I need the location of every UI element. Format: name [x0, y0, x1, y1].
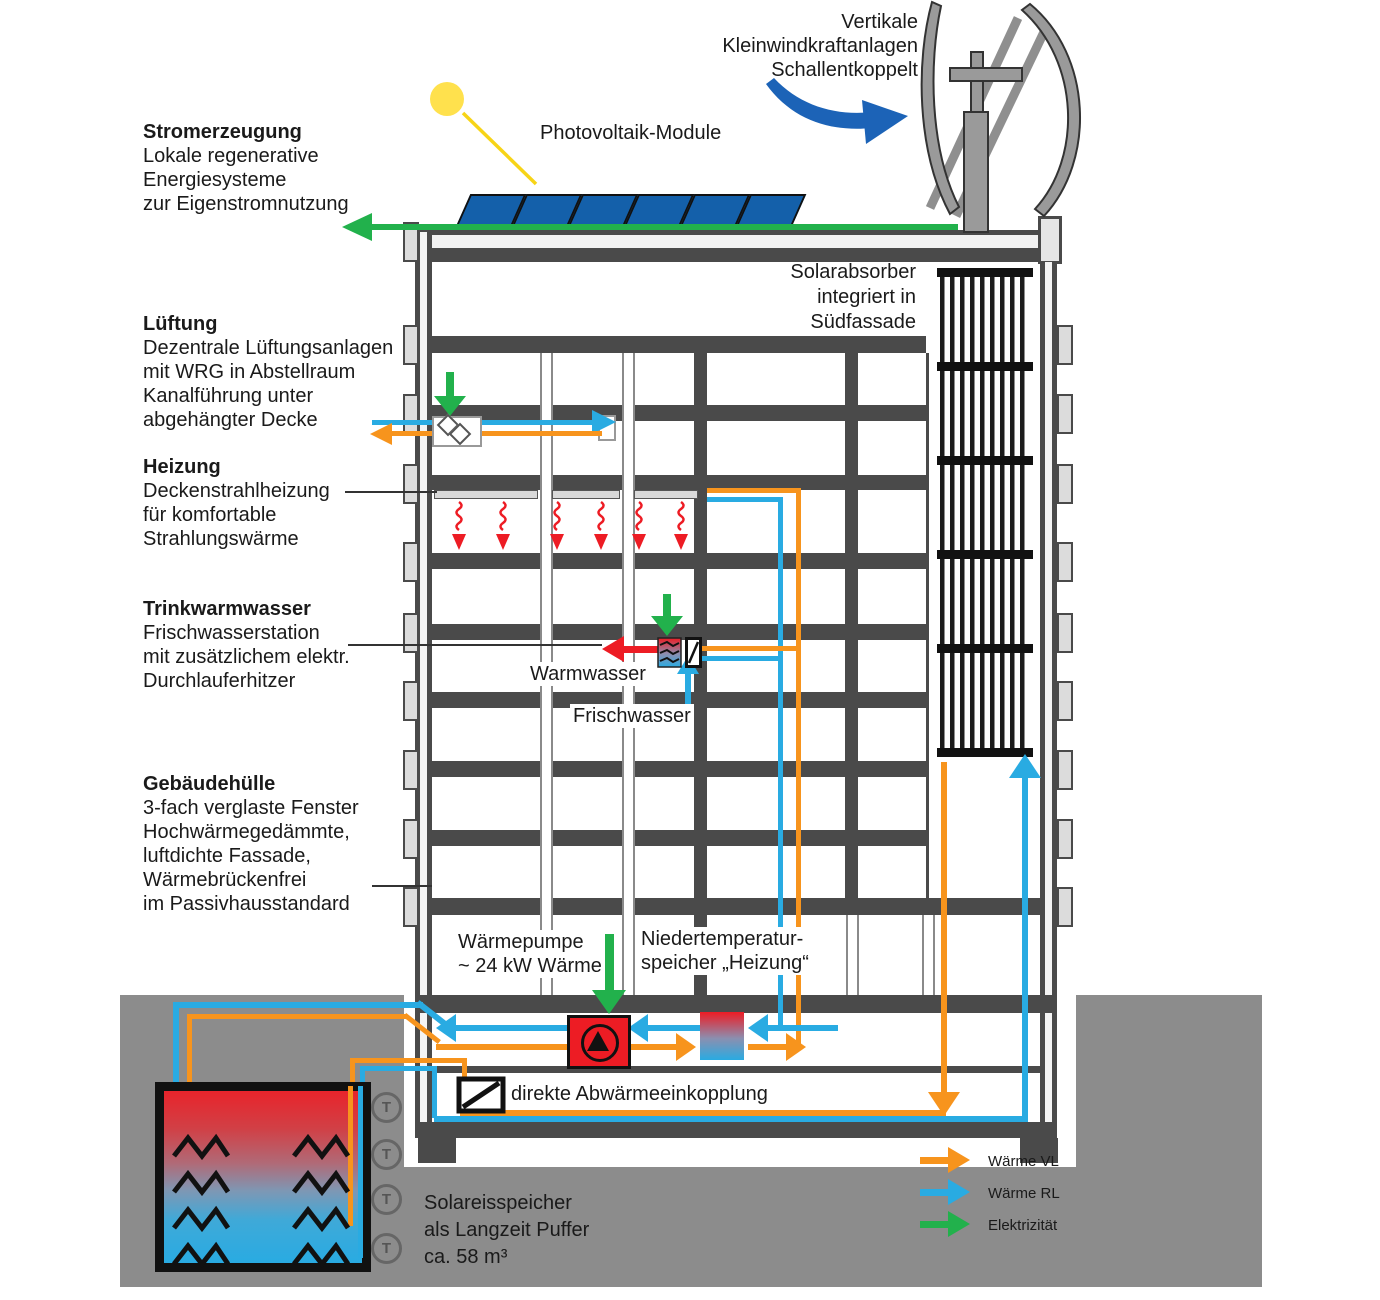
wind-flow-arrow-icon — [766, 78, 908, 144]
label-title: Trinkwarmwasser — [143, 598, 311, 620]
warm-water-pipe — [624, 646, 658, 653]
ventilation-exhaust-pipe — [390, 431, 602, 436]
riser-to-tank-pipe — [766, 1025, 838, 1031]
buffer-tank-icon — [700, 1012, 744, 1060]
ventilation-supply-pipe — [372, 420, 594, 425]
sun-icon — [430, 82, 464, 116]
riser-to-tank-arrow-icon — [748, 1014, 768, 1042]
label-line: Solarabsorber — [790, 261, 916, 283]
label-line: Energiesysteme — [143, 169, 287, 191]
brine-return-pipe — [455, 1025, 567, 1031]
heating-return-branch — [707, 497, 783, 502]
label-line: Lokale regenerative — [143, 145, 319, 167]
electricity-arrow-icon — [342, 213, 372, 241]
label-line: 3-fach verglaste Fenster — [143, 797, 359, 819]
ice-loop2-pipe — [350, 1058, 467, 1063]
label-line: Vertikale — [841, 11, 918, 33]
radiant-heat-arrow-icon — [548, 500, 566, 552]
label-line: mit WRG in Abstellraum — [143, 361, 356, 383]
legend-electricity-line — [920, 1221, 950, 1228]
label-line: zur Eigenstromnutzung — [143, 193, 349, 215]
ice-return-pipe — [173, 1002, 423, 1008]
label-line: Frischwasserstation — [143, 622, 320, 644]
radiant-heat-arrow-icon — [630, 500, 648, 552]
label-line: Kleinwindkraftanlagen — [722, 35, 918, 57]
label-solareisspeicher — [424, 1190, 589, 1271]
radiant-heat-arrow-icon — [450, 500, 468, 552]
electricity-drop-heatpump — [605, 934, 614, 992]
dhw-heat-exchanger-icon — [657, 637, 682, 668]
tank-to-riser-arrow-icon — [786, 1033, 806, 1061]
label-line: ~ 24 kW Wärme — [458, 955, 602, 977]
sun-ray — [463, 113, 536, 184]
tank-to-pump-arrow-icon — [628, 1014, 648, 1042]
electricity-drop-dhw — [663, 594, 671, 618]
label-line: Deckenstrahlheizung — [143, 480, 330, 502]
temperature-sensor-icon: T — [371, 1092, 402, 1123]
label-stromerzeugung — [143, 120, 349, 216]
waste-heat-coupling-icon — [456, 1076, 506, 1114]
ice-loop2-return-down — [432, 1066, 437, 1118]
electricity-line — [370, 224, 958, 230]
dhw-return-stub — [700, 656, 782, 661]
legend-electricity-label: Elektrizität — [988, 1217, 1058, 1234]
legend-electricity-arrow-icon — [948, 1211, 970, 1237]
absorber-return-riser — [1022, 778, 1028, 1120]
radiant-ceiling-panel — [552, 490, 620, 499]
tank-to-riser-pipe — [748, 1044, 788, 1050]
label-windkraft — [640, 10, 918, 82]
electricity-drop-ventilation — [446, 372, 454, 398]
wind-turbine-icon — [922, 2, 1080, 232]
absorber-return-arrow-icon — [1009, 754, 1041, 778]
label-abwaerme: direkte Abwärmeeinkopplung — [508, 1082, 771, 1106]
electricity-arrow-icon — [651, 616, 683, 636]
legend-return-line — [920, 1189, 950, 1196]
absorber-return-run — [434, 1116, 1028, 1122]
label-line: Schallentkoppelt — [771, 59, 918, 81]
leader-line-gebaeudehuelle — [372, 885, 432, 887]
radiant-heat-arrow-icon — [592, 500, 610, 552]
ice-coil-return — [358, 1086, 363, 1258]
label-heizung — [143, 455, 330, 551]
legend-supply-label: Wärme VL — [988, 1153, 1059, 1170]
label-line: Wärmebrückenfrei — [143, 869, 307, 891]
label-line: Wärmepumpe — [458, 931, 584, 953]
radiant-heat-arrow-icon — [494, 500, 512, 552]
warm-water-arrow-icon — [602, 636, 624, 662]
electricity-arrow-icon — [434, 396, 466, 416]
label-title: Heizung — [143, 456, 221, 478]
absorber-supply-riser — [941, 762, 947, 1096]
label-gebaeudehuelle — [143, 772, 359, 916]
temperature-sensor-icon: T — [371, 1233, 402, 1264]
label-line: speicher „Heizung“ — [641, 952, 809, 974]
ice-supply-pipe — [187, 1014, 407, 1019]
label-line: ca. 58 m³ — [424, 1246, 508, 1268]
label-line: im Passivhausstandard — [143, 893, 350, 915]
label-line: Durchlauferhitzer — [143, 670, 296, 692]
ice-coil-icon — [292, 1130, 350, 1270]
radiant-ceiling-panel — [434, 490, 538, 499]
dhw-supply-stub — [700, 646, 800, 651]
label-line: Solareisspeicher — [424, 1192, 572, 1214]
label-title: Lüftung — [143, 313, 218, 335]
label-line: Südfassade — [810, 311, 916, 333]
label-photovoltaik: Photovoltaik-Module — [540, 122, 722, 144]
heat-pump-icon — [567, 1015, 631, 1069]
temperature-sensor-icon: T — [371, 1139, 402, 1170]
label-trinkwarmwasser — [143, 597, 350, 693]
legend-return-arrow-icon — [948, 1179, 970, 1205]
label-line: Kanalführung unter — [143, 385, 314, 407]
label-line: luftdichte Fassade, — [143, 845, 311, 867]
fresh-water-pipe — [685, 674, 691, 708]
pump-triangle — [587, 1031, 609, 1051]
label-line: als Langzeit Puffer — [424, 1219, 590, 1241]
electric-heater-icon — [685, 637, 702, 668]
tank-to-pump-pipe — [648, 1025, 700, 1031]
legend-return-label: Wärme RL — [988, 1185, 1060, 1202]
legend-supply-arrow-icon — [948, 1147, 970, 1173]
radiant-ceiling-panel — [634, 490, 698, 499]
temperature-sensor-icon: T — [371, 1184, 402, 1215]
label-line: Strahlungswärme — [143, 528, 299, 550]
legend-supply-line — [920, 1157, 950, 1164]
leader-line-heizung — [345, 491, 437, 493]
ice-loop2-return — [360, 1066, 437, 1071]
pump-to-tank-arrow-icon — [676, 1033, 696, 1061]
label-waermepumpe — [455, 930, 605, 978]
label-warmwasser: Warmwasser — [527, 662, 649, 686]
label-line: für komfortable — [143, 504, 277, 526]
radiant-heat-arrow-icon — [672, 500, 690, 552]
label-line: mit zusätzlichem elektr. — [143, 646, 350, 668]
label-solarabsorber — [740, 260, 916, 335]
label-title: Gebäudehülle — [143, 773, 276, 795]
label-niedertemperaturspeicher — [638, 927, 812, 975]
heating-supply-branch — [707, 488, 801, 493]
electricity-arrow-icon — [592, 990, 626, 1014]
pump-to-tank-pipe — [627, 1044, 677, 1050]
label-lueftung — [143, 312, 393, 432]
label-line: integriert in — [817, 286, 916, 308]
ice-coil-icon — [172, 1130, 230, 1270]
leader-line-frischwasserstation — [348, 644, 602, 646]
label-line: Niedertemperatur- — [641, 928, 804, 950]
label-title: Stromerzeugung — [143, 121, 302, 143]
label-line: Hochwärmegedämmte, — [143, 821, 350, 843]
label-line: abgehängter Decke — [143, 409, 318, 431]
ice-supply-pipe — [436, 1044, 568, 1050]
label-frischwasser: Frischwasser — [570, 704, 694, 728]
label-line: Dezentrale Lüftungsanlagen — [143, 337, 394, 359]
